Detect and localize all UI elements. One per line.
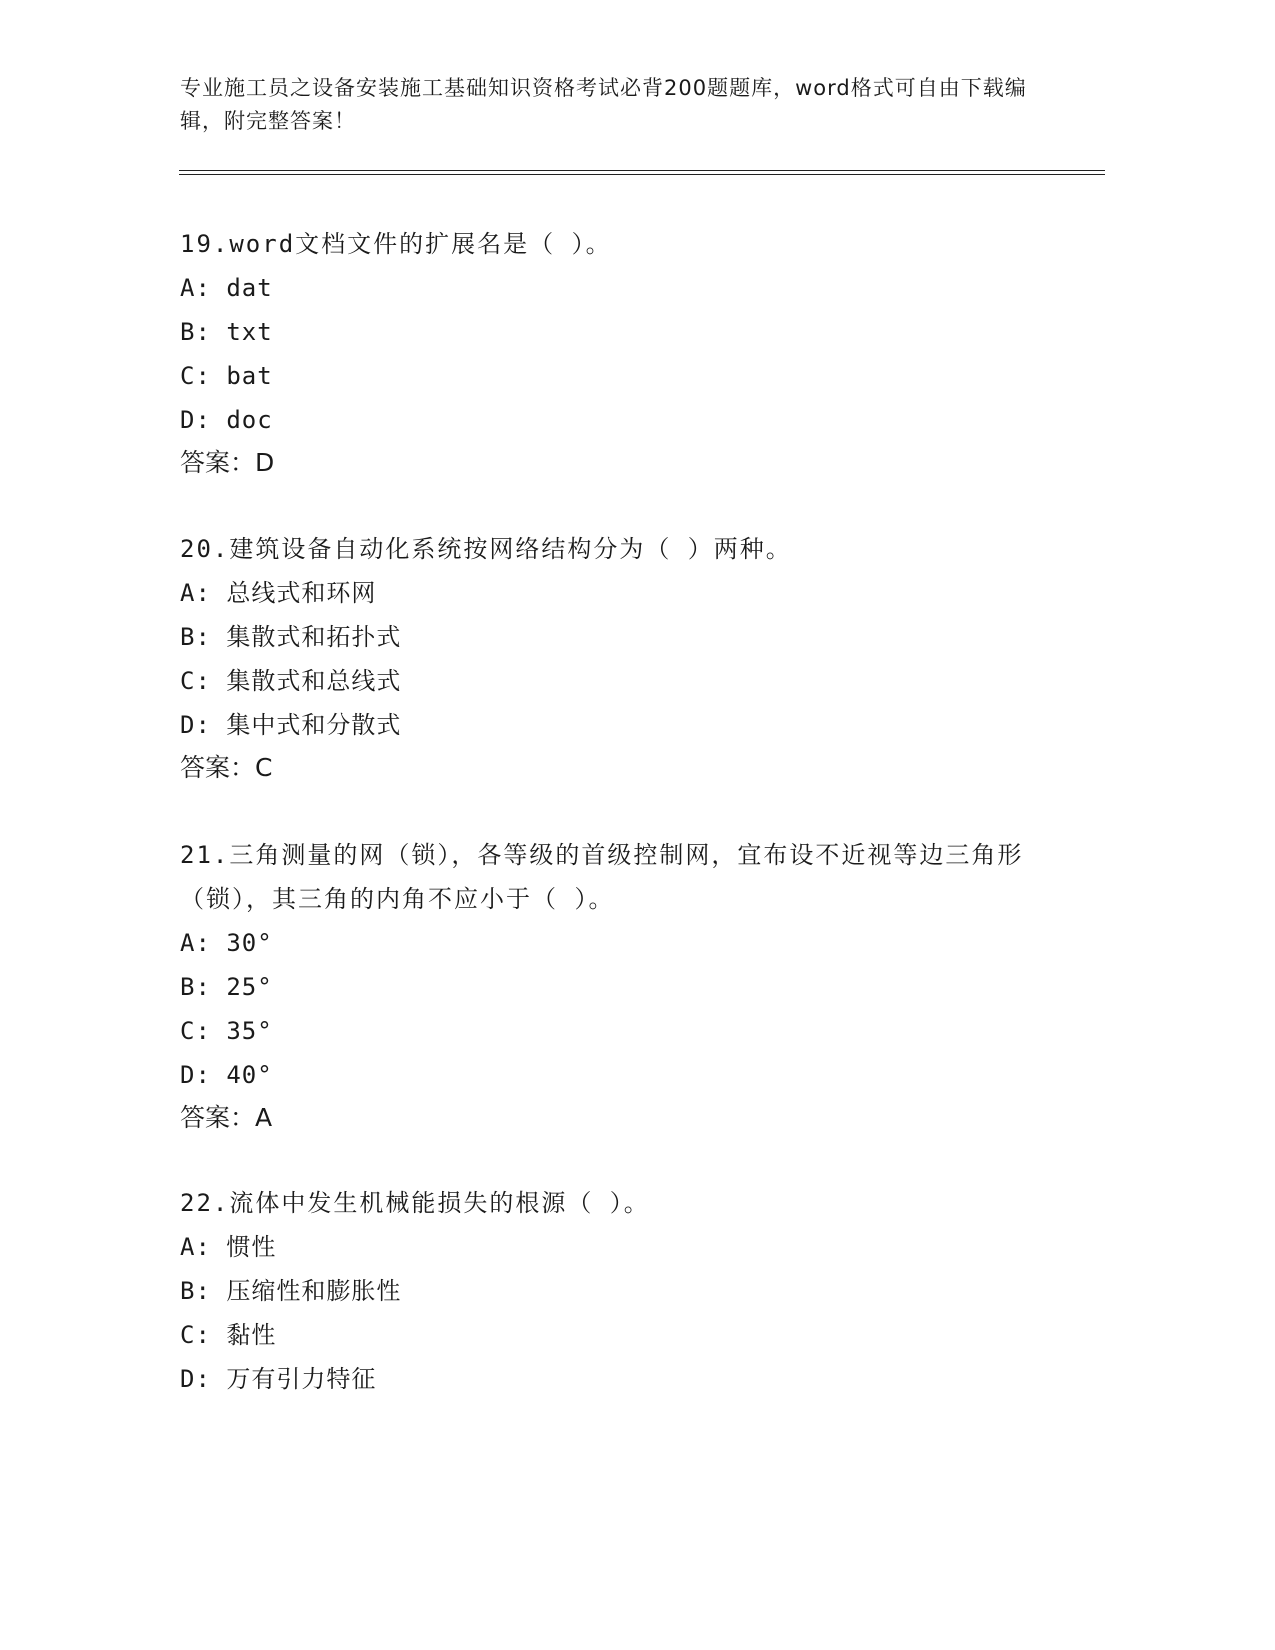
option-c: C: 黏性 [180, 1321, 277, 1349]
option-d: D: 40° [180, 1061, 273, 1089]
answer: 答案：C [180, 753, 273, 782]
answer: 答案：A [180, 1103, 273, 1132]
option-b: B: 25° [180, 973, 273, 1001]
option-b: B: 集散式和拓扑式 [180, 623, 402, 651]
option-b: B: 压缩性和膨胀性 [180, 1277, 402, 1305]
question-20 [180, 527, 1040, 789]
option-d: D: 万有引力特征 [180, 1365, 377, 1393]
option-a: A: 总线式和环网 [180, 579, 377, 607]
question-19 [180, 222, 1040, 484]
option-a: A: 30° [180, 929, 273, 957]
option-c: C: bat [180, 362, 273, 390]
question-21 [180, 833, 1040, 1139]
option-d: D: doc [180, 406, 273, 434]
question-stem: 20.建筑设备自动化系统按网络结构分为（ ）两种。 [180, 535, 792, 563]
option-c: C: 集散式和总线式 [180, 667, 402, 695]
option-d: D: 集中式和分散式 [180, 711, 402, 739]
question-22 [180, 1181, 1040, 1401]
question-stem: 21.三角测量的网（锁），各等级的首级控制网，宜布设不近视等边三角形（锁），其三角的内角不应小于（ ）。 [180, 841, 1024, 913]
answer: 答案：D [180, 448, 275, 477]
header-divider-bottom [179, 174, 1105, 175]
option-a: A: 惯性 [180, 1233, 277, 1261]
header-divider-top [179, 170, 1105, 171]
option-c: C: 35° [180, 1017, 273, 1045]
document-header: 专业施工员之设备安装施工基础知识资格考试必背200题题库，word格式可自由下载编辑，附完整答案！ [180, 76, 1027, 133]
option-b: B: txt [180, 318, 273, 346]
option-a: A: dat [180, 274, 273, 302]
question-stem: 19.word文档文件的扩展名是（ ）。 [180, 230, 612, 258]
question-stem: 22.流体中发生机械能损失的根源（ ）。 [180, 1189, 650, 1217]
